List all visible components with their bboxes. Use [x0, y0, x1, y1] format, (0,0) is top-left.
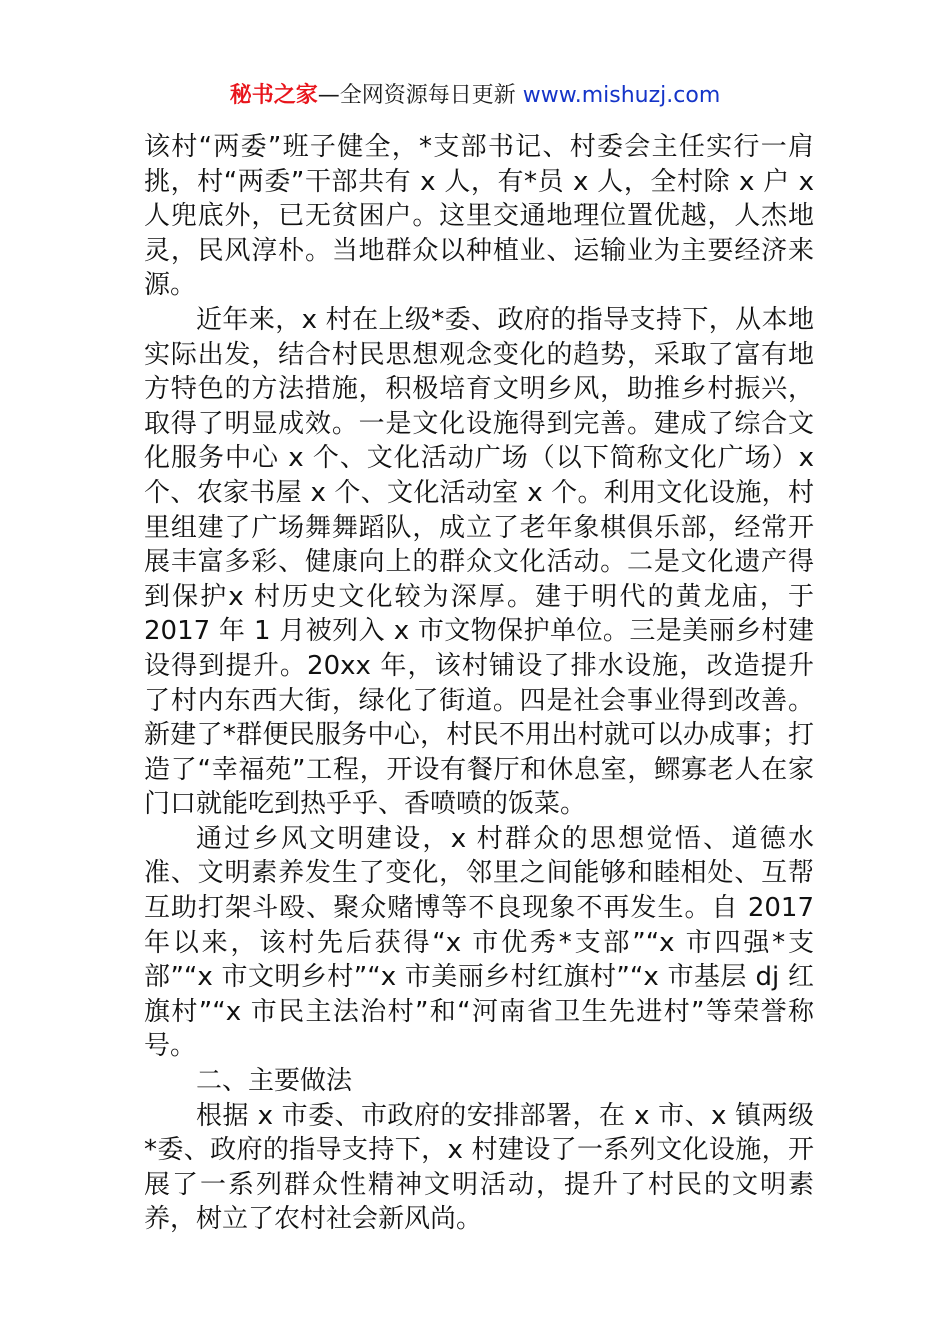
brand-name: 秘书之家	[229, 83, 318, 108]
site-header	[0, 80, 950, 112]
header-tagline: —全网资源每日更新	[317, 83, 516, 108]
site-url-link[interactable]: www.mishuzj.com	[522, 83, 721, 108]
paragraph-main-practices: 根据 x 市委、市政府的安排部署，在 x 市、x 镇两级*委、政府的指导支持下，x 村建设了一系列文化设施，开展了一系列群众性精神文明活动，提升了村民的文明素养，树立了农村社会新风尚。	[144, 1100, 814, 1235]
paragraph-recent-achievements: 近年来，x 村在上级*委、政府的指导支持下，从本地实际出发，结合村民思想观念变化的趋势，采取了富有地方特色的方法措施，积极培育文明乡风，助推乡村振兴，取得了明显成效。一是文化设施得到完善。建成了综合文化服务中心 x 个、文化活动广场（以下简称文化广场）x 个、农家书屋 x 个、文化活动室 x 个。利用文化设施，村里组建了广场舞舞蹈队，成立了老年象棋俱乐部，经常开展丰富多彩、健康向上的群众文化活动。二是文化遗产得到保护x 村历史文化较为深厚。建于明代的黄龙庙，于 2017 年 1 月被列入 x 市文物保护单位。三是美丽乡村建设得到提升。20xx 年，该村铺设了排水设施，改造提升了村内东西大街，绿化了街道。四是社会事业得到改善。新建了*群便民服务中心，村民不用出村就可以办成事；打造了“幸福苑”工程，开设有餐厅和休息室，鳏寡老人在家门口就能吃到热乎乎、香喷喷的饭菜。	[144, 304, 814, 820]
paragraph-civilization-results: 通过乡风文明建设，x 村群众的思想觉悟、道德水准、文明素养发生了变化，邻里之间能够和睦相处、互帮互助打架斗殴、聚众赌博等不良现象不再发生。自 2017 年以来，该村先后获得“x 市优秀*支部”“x 市四强*支部”“x 市文明乡村”“x 市美丽乡村红旗村”“x 市基层 dj 红旗村”“x 市民主法治村”和“河南省卫生先进村”等荣誉称号。	[144, 823, 814, 1062]
section-heading-main-practices: 二、主要做法	[196, 1066, 353, 1097]
document-body	[144, 130, 814, 1237]
paragraph-village-overview: 该村“两委”班子健全，*支部书记、村委会主任实行一肩挑，村“两委”干部共有 x 人，有*员 x 人，全村除 x 户 x 人兜底外，已无贫困户。这里交通地理位置优越，人杰地灵，民风淳朴。当地群众以种植业、运输业为主要经济来源。	[144, 132, 814, 301]
